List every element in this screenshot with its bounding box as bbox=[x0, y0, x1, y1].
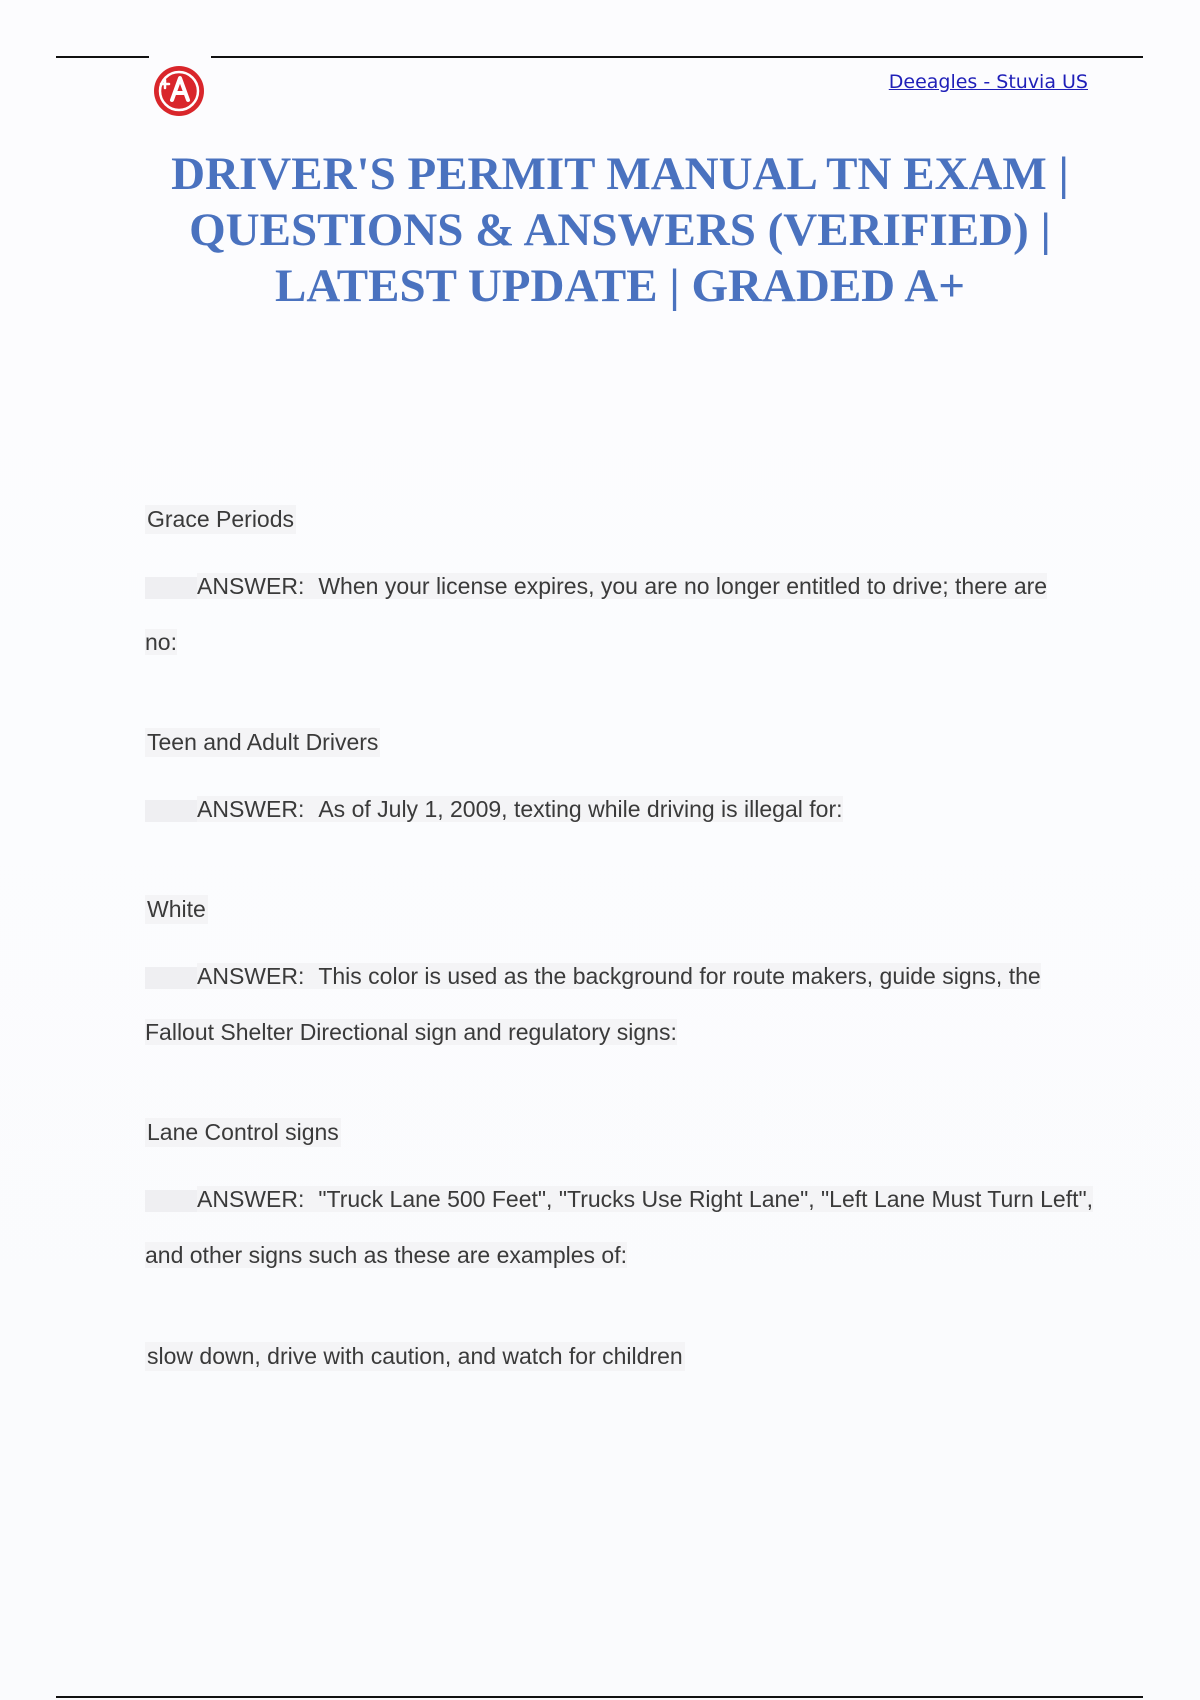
answer-indent bbox=[145, 967, 197, 989]
qa-item bbox=[145, 728, 1065, 837]
answer-label: ANSWER: bbox=[197, 796, 305, 822]
header-rule-right bbox=[211, 56, 1143, 58]
answer-text: As of July 1, 2009, texting while driving is illegal for: bbox=[318, 796, 843, 822]
footer-rule bbox=[56, 1696, 1143, 1698]
answer-label: ANSWER: bbox=[197, 963, 305, 989]
stuvia-logo-icon bbox=[152, 64, 206, 118]
answer-block bbox=[145, 1171, 1100, 1283]
answer-block bbox=[145, 781, 1065, 837]
qa-item bbox=[145, 1118, 1100, 1283]
answer-text: "Truck Lane 500 Feet", "Trucks Use Right Lane", "Left Lane Must Turn Left", and other signs such as these are examples of: bbox=[145, 1186, 1094, 1268]
answer-indent bbox=[145, 800, 197, 822]
question-term: Grace Periods bbox=[147, 506, 295, 532]
answer-indent bbox=[145, 1190, 197, 1212]
answer-text: This color is used as the background for route makers, guide signs, the Fallout Shelter Directional sign and regulatory signs: bbox=[145, 963, 1041, 1045]
question-term: White bbox=[147, 896, 206, 922]
answer-indent bbox=[145, 577, 197, 599]
document-title: DRIVER'S PERMIT MANUAL TN EXAM | QUESTIONS & ANSWERS (VERIFIED) | LATEST UPDATE | GRADED A+ bbox=[171, 148, 1069, 312]
answer-label: ANSWER: bbox=[197, 573, 305, 599]
question-term: Lane Control signs bbox=[147, 1119, 339, 1145]
qa-item bbox=[145, 1342, 1065, 1371]
qa-item bbox=[145, 895, 1065, 1060]
qa-item bbox=[145, 505, 1065, 670]
answer-text: When your license expires, you are no longer entitled to drive; there are no: bbox=[145, 573, 1048, 655]
question-term: slow down, drive with caution, and watch for children bbox=[147, 1343, 683, 1369]
author-link[interactable]: Deeagles - Stuvia US bbox=[888, 71, 1088, 93]
header-rule-left bbox=[56, 56, 149, 58]
question-term: Teen and Adult Drivers bbox=[147, 729, 379, 755]
answer-block bbox=[145, 558, 1065, 670]
answer-label: ANSWER: bbox=[197, 1186, 305, 1212]
answer-block bbox=[145, 948, 1065, 1060]
